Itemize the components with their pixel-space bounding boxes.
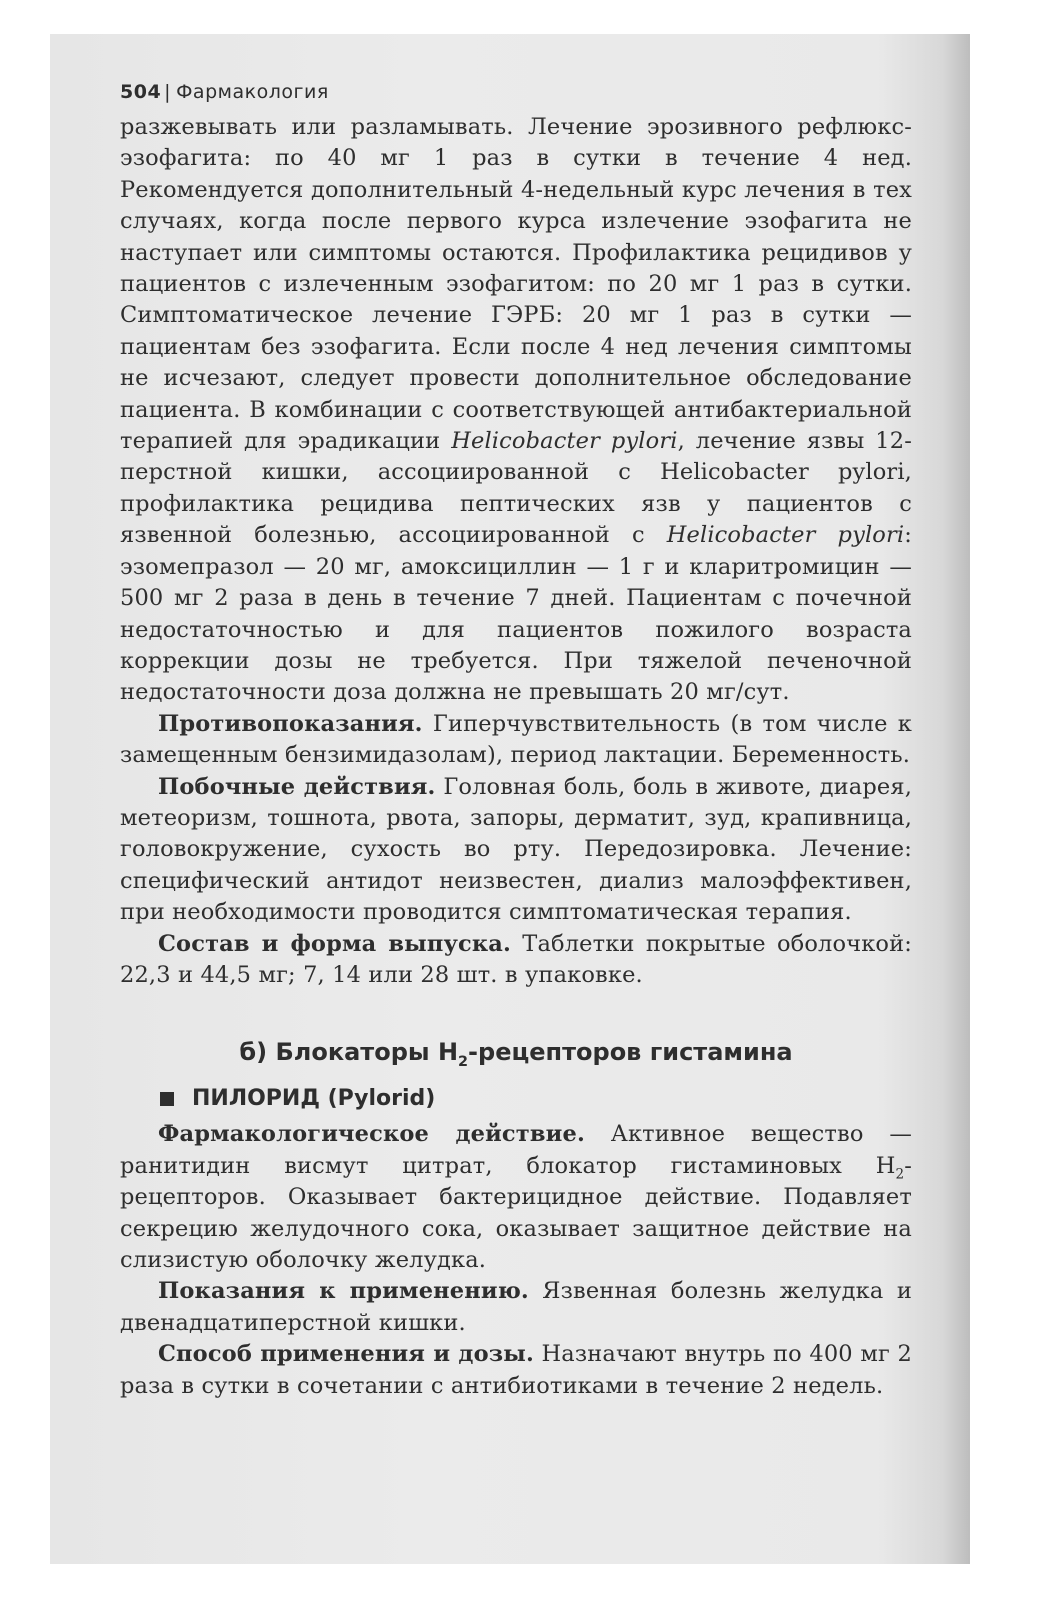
dosage-paragraph (120, 1339, 912, 1402)
helicobacter-term-1: Helicobacter pylori (451, 428, 678, 455)
header-separator: | (164, 81, 172, 103)
section-heading-prefix: б) Блокаторы H (239, 1038, 459, 1067)
section-heading-subscript: 2 (458, 1054, 469, 1071)
book-page (120, 78, 912, 1402)
indications-text: Язвенная болезнь желудка и двенадцатиперстной кишки. (120, 1278, 912, 1336)
section-heading (120, 1035, 912, 1069)
dosing-paragraph (120, 112, 912, 709)
side-effects-paragraph (120, 772, 912, 929)
indications-label: Показания к применению. (158, 1278, 529, 1305)
pharmacological-action-text-1: Активное вещество — ранитидин висмут цитрат, блокатор гистаминовых H (120, 1121, 912, 1179)
section-heading-suffix: -рецепторов гистамина (468, 1038, 793, 1067)
contraindications-label: Противопоказания. (158, 710, 423, 737)
pharmacological-action-subscript: 2 (895, 1166, 905, 1183)
header-section-title: Фармакология (176, 81, 329, 103)
dosing-text-3: : эзомепразол — 20 мг, амоксициллин — 1 г и кларитромицин — 500 мг 2 раза в день в течение 7 дней. Пациентам с почечной недостаточностью и для пациентов пожилого возраста коррекции дозы не требуется. При тяжелой печеночной недостаточности доза должна не превышать 20 мг/сут. (120, 522, 912, 706)
drug-entry-title (120, 1083, 912, 1115)
form-paragraph (120, 929, 912, 992)
indications-paragraph (120, 1276, 912, 1339)
pharmacological-action-label: Фармакологическое действие. (158, 1121, 585, 1148)
side-effects-text: Головная боль, боль в животе, диарея, метеоризм, тошнота, рвота, запоры, дерматит, зуд, крапивница, головокружение, сухость во рту. Передозировка. Лечение: специфический антидот неизвестен, диализ малоэффективен, при необходимости проводится симптоматическая терапия. (120, 773, 913, 926)
dosage-text: Назначают внутрь по 400 мг 2 раза в сутки в сочетании с антибиотиками в течение 2 недель. (120, 1341, 912, 1399)
dosing-text: разжевывать или разламывать. Лечение эрозивного рефлюкс-эзофагита: по 40 мг 1 раз в сутки в течение 4 нед. Рекомендуется дополнительный 4-недельный курс лечения в тех случаях, когда после первого курса излечение эзофагита не наступает или симптомы остаются. Профилактика рецидивов у пациентов с излеченным эзофагитом: по 20 мг 1 раз в сутки. Симптоматическое лечение ГЭРБ: 20 мг 1 раз в сутки — пациентам без эзофагита. Если после 4 нед лечения симптомы не исчезают, следует провести дополнительное обследование пациента. В комбинации с соответствующей антибактериальной терапией для эрадикации (120, 114, 912, 455)
form-label: Состав и форма выпуска. (158, 930, 511, 957)
drug-name: ПИЛОРИД (Pylorid) (192, 1086, 436, 1112)
dosage-label: Способ применения и дозы. (158, 1341, 534, 1368)
side-effects-label: Побочные действия. (158, 773, 436, 800)
contraindications-text: Гиперчувствительность (в том числе к замещенным бензимидазолам), период лактации. Беременность. (120, 710, 913, 769)
dosing-text-2: , лечение язвы 12-перстной кишки, ассоциированной с Helicobacter pylori, профилактика рецидива пептических язв у пациентов с язвенной болезнью, ассоциированной с (120, 428, 912, 549)
form-text: Таблетки покрытые оболочкой: 22,3 и 44,5 мг; 7, 14 или 28 шт. в упаковке. (120, 930, 913, 988)
page-number: 504 (120, 81, 162, 103)
pharmacological-action-paragraph (120, 1119, 912, 1276)
running-head (120, 78, 912, 106)
pharmacological-action-text-2: -рецепторов. Оказывает бактерицидное действие. Подавляет секрецию желудочного сока, оказывает защитное действие на слизистую оболочку желудка. (120, 1152, 912, 1273)
helicobacter-term-2: Helicobacter pylori (666, 522, 905, 549)
contraindications-paragraph (120, 709, 912, 772)
square-bullet-icon (160, 1092, 174, 1106)
